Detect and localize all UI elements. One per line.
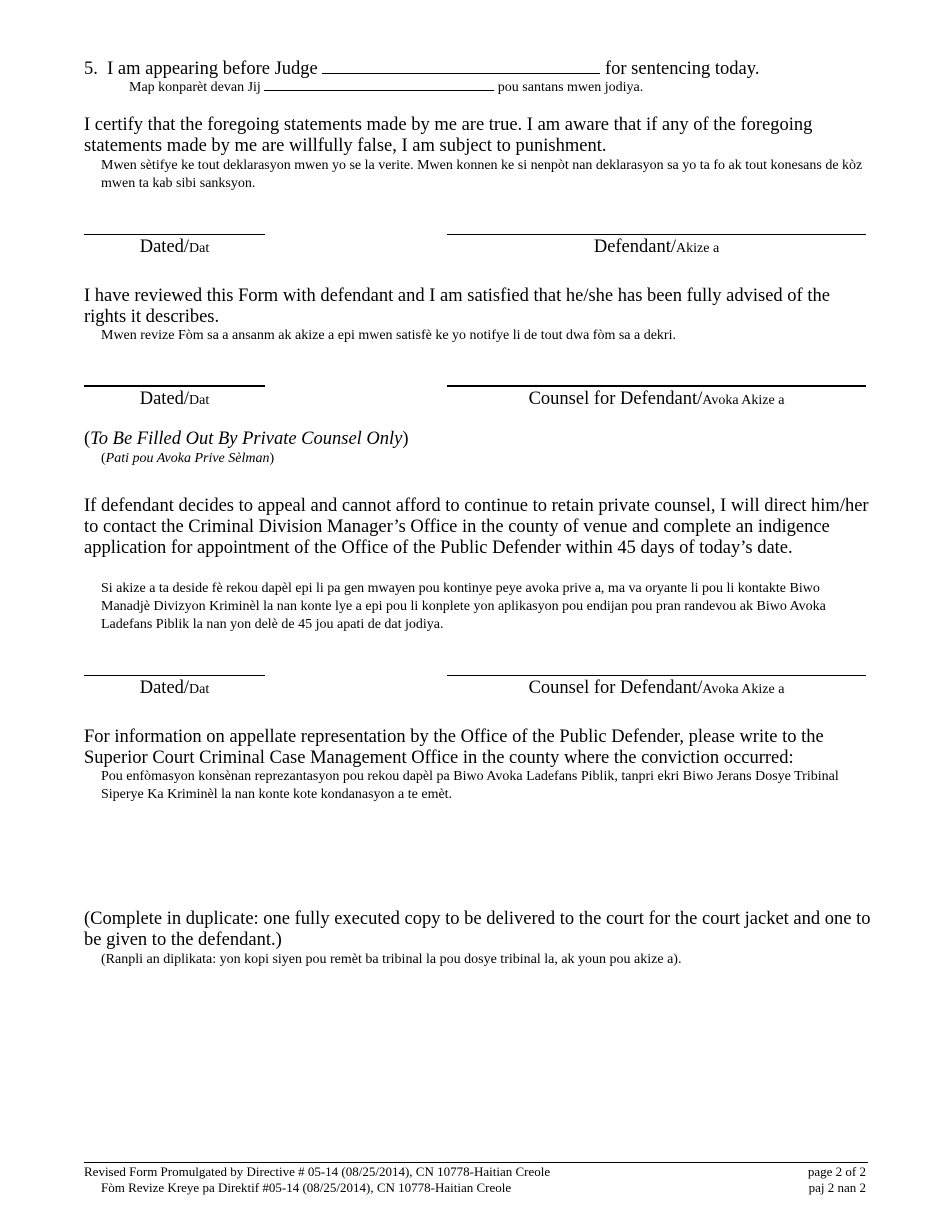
- paren-close: ): [269, 451, 275, 466]
- certify-text-en: I certify that the foregoing statements made by me are true. I am aware that if any of the foregoing statements made by me are willfully false, I am subject to punishment.: [84, 115, 813, 156]
- paren-open: (: [101, 451, 106, 466]
- dated-line-3[interactable]: [84, 675, 265, 676]
- appellate-info-en: For information on appellate representation by the Office of the Public Defender, please write to the Superior Court Criminal Case Management Office in the county where the conviction occurred:: [84, 727, 824, 768]
- footer-left-ht: Fòm Revize Kreye pa Direktif #05-14 (08/25/2014), CN 10778-Haitian Creole: [101, 1180, 512, 1195]
- counsel-signature-line-1[interactable]: [447, 385, 866, 387]
- dated-label-3: [84, 677, 265, 701]
- defendant-label-en: Defendant/: [593, 237, 677, 257]
- counsel-label-ht: Avoka Akize a: [702, 682, 785, 697]
- dated-label-ht: Dat: [189, 682, 210, 697]
- appeal-text-en: If defendant decides to appeal and cannot afford to continue to retain private counsel, I will direct him/her to contact the Criminal Division Manager’s Office in the county of venue and complete an indigence application for appointment of the Office of the Public Defender within 45 days of today’s date.: [84, 496, 869, 558]
- judge-name-field[interactable]: [322, 57, 600, 74]
- item-number: 5.: [84, 59, 98, 79]
- footer-page-ht: paj 2 nan 2: [808, 1180, 866, 1195]
- dated-label-en: Dated/: [139, 678, 190, 698]
- dated-line-2[interactable]: [84, 385, 265, 387]
- counsel-signature-line-2[interactable]: [447, 675, 866, 676]
- defendant-signature-line[interactable]: [447, 234, 866, 235]
- item5-ht-after: pou santans mwen jodiya.: [497, 80, 644, 95]
- duplicate-note-en: (Complete in duplicate: one fully executed copy to be delivered to the court for the court jacket and one to be given to the defendant.): [84, 909, 871, 950]
- dated-label-en: Dated/: [139, 389, 190, 409]
- reviewed-text-ht: Mwen revize Fòm sa a ansanm ak akize a epi mwen satisfè ke yo notifye li de tout dwa fòm sa a dekri.: [101, 328, 676, 343]
- reviewed-text-en: I have reviewed this Form with defendant and I am satisfied that he/she has been fully advised of the rights it describes.: [84, 286, 830, 327]
- dated-label-ht: Dat: [189, 393, 210, 408]
- appeal-text-ht: Si akize a ta deside fè rekou dapèl epi li pa gen mwayen pou kontinye peye avoka prive a, ma va oryante li pou li kontakte Biwo Manadjè Divizyon Kriminèl la nan konte lye a epi pou li konplete yon aplikasyon pou endijan pou pran randevou ak Biwo Avoka Ladefans Piblik la nan yon delè de 45 jou apati de dat jodiya.: [101, 581, 826, 632]
- counsel-label-2: [447, 677, 866, 701]
- footer-left-en: Revised Form Promulgated by Directive # 05-14 (08/25/2014), CN 10778-Haitian Creole: [84, 1164, 551, 1179]
- dated-label-1: [84, 236, 265, 260]
- counsel-label-ht: Avoka Akize a: [702, 393, 785, 408]
- counsel-label-en: Counsel for Defendant/: [528, 389, 703, 409]
- private-counsel-heading-ht: Pati pou Avoka Prive Sèlman: [105, 451, 270, 466]
- private-counsel-heading: [84, 429, 409, 450]
- judge-name-field-ht[interactable]: [264, 78, 494, 91]
- paren-open: (: [84, 429, 91, 449]
- paren-close: ): [402, 429, 409, 449]
- defendant-label: [447, 236, 866, 260]
- item5-text-before: I am appearing before Judge: [107, 59, 318, 79]
- item5-line-en: [84, 57, 759, 80]
- private-counsel-heading-en: To Be Filled Out By Private Counsel Only: [90, 429, 403, 449]
- duplicate-note-ht: (Ranpli an diplikata: yon kopi siyen pou remèt ba tribinal la pou dosye tribinal la, ak youn pou akize a).: [101, 952, 682, 967]
- footer-page-en: page 2 of 2: [807, 1164, 866, 1179]
- item5-text-after: for sentencing today.: [604, 59, 760, 79]
- item5-ht-before: Map konparèt devan Jij: [129, 80, 261, 95]
- dated-label-2: [84, 388, 265, 412]
- item5-line-ht: [129, 78, 643, 97]
- counsel-label-1: [447, 388, 866, 412]
- dated-label-en: Dated/: [139, 237, 190, 257]
- dated-line-1[interactable]: [84, 234, 265, 235]
- dated-label-ht: Dat: [189, 241, 210, 256]
- private-counsel-heading-ht-wrap: [101, 450, 274, 468]
- counsel-label-en: Counsel for Defendant/: [528, 678, 703, 698]
- defendant-label-ht: Akize a: [676, 241, 720, 256]
- footer-rule: [84, 1162, 868, 1163]
- appellate-info-ht: Pou enfòmasyon konsènan reprezantasyon pou rekou dapèl pa Biwo Avoka Ladefans Piblik, tanpri ekri Biwo Jerans Dosye Tribinal Siperye Ka Kriminèl la nan konte kote kondanasyon a te emèt.: [101, 769, 839, 802]
- certify-text-ht: Mwen sètifye ke tout deklarasyon mwen yo se la verite. Mwen konnen ke si nenpòt nan deklarasyon sa yo ta fo ak tout konesans de kòz mwen ta kab sibi sanksyon.: [101, 158, 863, 191]
